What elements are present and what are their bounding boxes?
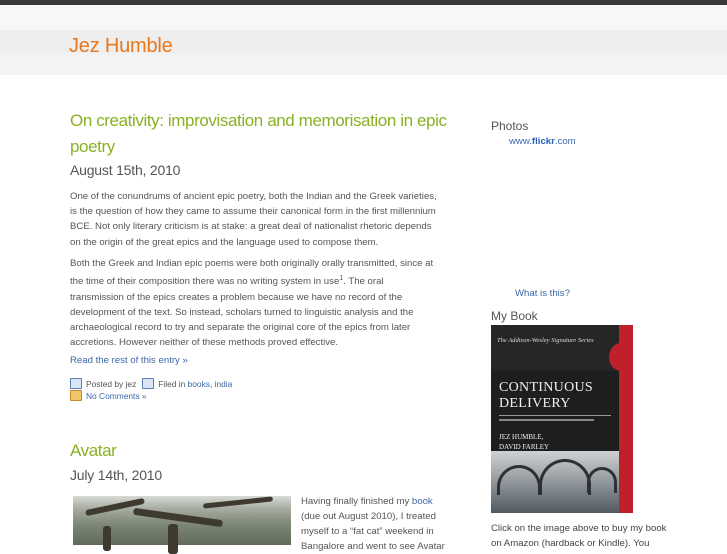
text-line: Bangalore and went to see Avatar <box>301 541 445 552</box>
book-author: DAVID FARLEY <box>499 443 550 451</box>
flickr-pre: www. <box>509 136 532 147</box>
folder-icon <box>142 378 154 389</box>
footnote-ref[interactable]: 1 <box>339 275 344 283</box>
text-line <box>70 271 450 289</box>
site-header <box>0 5 727 75</box>
post-paragraph <box>70 256 450 350</box>
flickr-post: .com <box>554 136 576 147</box>
post-title-link[interactable]: On creativity: improvisation and memorisation in epic poetry <box>70 111 447 156</box>
text-line: Click on the image above to buy my book <box>491 523 667 534</box>
flickr-badge-link[interactable] <box>509 136 576 147</box>
comment-box-icon <box>70 390 82 401</box>
post-comments <box>70 390 147 402</box>
user-icon <box>70 378 82 389</box>
text-line: Both the Greek and Indian epic poems were both originally orally transmitted, since at <box>70 258 434 269</box>
photos-heading: Photos <box>491 119 529 133</box>
my-book-heading: My Book <box>491 309 538 323</box>
text-line: accretions. However neither of these methods proved effective. <box>70 337 339 349</box>
filed-in-label: Filed in <box>158 379 186 389</box>
signature-seal-icon <box>609 343 633 371</box>
post-meta <box>70 378 232 390</box>
category-links[interactable]: books, india <box>187 379 233 389</box>
text-line: archaeological record to try and separate the original core of the epics from later <box>70 322 411 333</box>
text-line <box>301 494 456 509</box>
site-title-link[interactable]: Jez Humble <box>69 35 173 57</box>
post-excerpt <box>301 494 456 554</box>
text-segment: . The oral <box>343 276 384 288</box>
post-title-link[interactable]: Avatar <box>70 441 117 460</box>
bridge-illustration <box>491 451 619 513</box>
comments-link[interactable]: No Comments » <box>86 391 147 401</box>
post-date: August 15th, 2010 <box>70 162 181 178</box>
post-date: July 14th, 2010 <box>70 467 162 483</box>
text-line: One of the conundrums of ancient epic poetry, both the Indian and the Greek varieties, <box>70 191 437 202</box>
book-title-line: CONTINUOUS <box>499 380 593 395</box>
book-series: The Addison-Wesley Signature Series <box>497 337 594 344</box>
book-link[interactable]: book <box>411 496 433 507</box>
posted-by: Posted by jez <box>86 379 137 389</box>
post-image <box>73 496 291 545</box>
text-line: is the question of how they came to assume their canonical form in the first millennium <box>70 206 436 218</box>
book-author: JEZ HUMBLE, <box>499 433 544 441</box>
text-segment: the time of their composition there was no writing system in use <box>70 276 340 288</box>
book-title-line: DELIVERY <box>499 396 571 411</box>
text-line: on Amazon (hardback or Kindle). You <box>491 537 650 549</box>
text-line: on the origin of the great epics and the language used to compose them. <box>70 236 379 248</box>
text-line: myself to a “fat cat” weekend in <box>301 526 434 537</box>
text-segment: Having finally finished my <box>301 496 412 507</box>
flickr-logo: flickr <box>531 136 555 147</box>
post-paragraph <box>70 189 450 250</box>
text-line: development of the text. So instead, scholars turned to linguistic analysis and the <box>70 306 414 318</box>
text-line: (due out August 2010), I treated <box>301 511 436 522</box>
whats-this-link[interactable]: What is this? <box>515 288 570 299</box>
read-more-link[interactable]: Read the rest of this entry » <box>70 355 188 366</box>
text-line: BCE. Not only literary criticism is at stake: a great deal of nationalist rhetoric depends <box>70 221 432 233</box>
text-line: transmission of the epics creates a problem because we have no record of the <box>70 291 403 303</box>
book-caption <box>491 522 671 551</box>
book-cover-link[interactable] <box>491 325 633 513</box>
